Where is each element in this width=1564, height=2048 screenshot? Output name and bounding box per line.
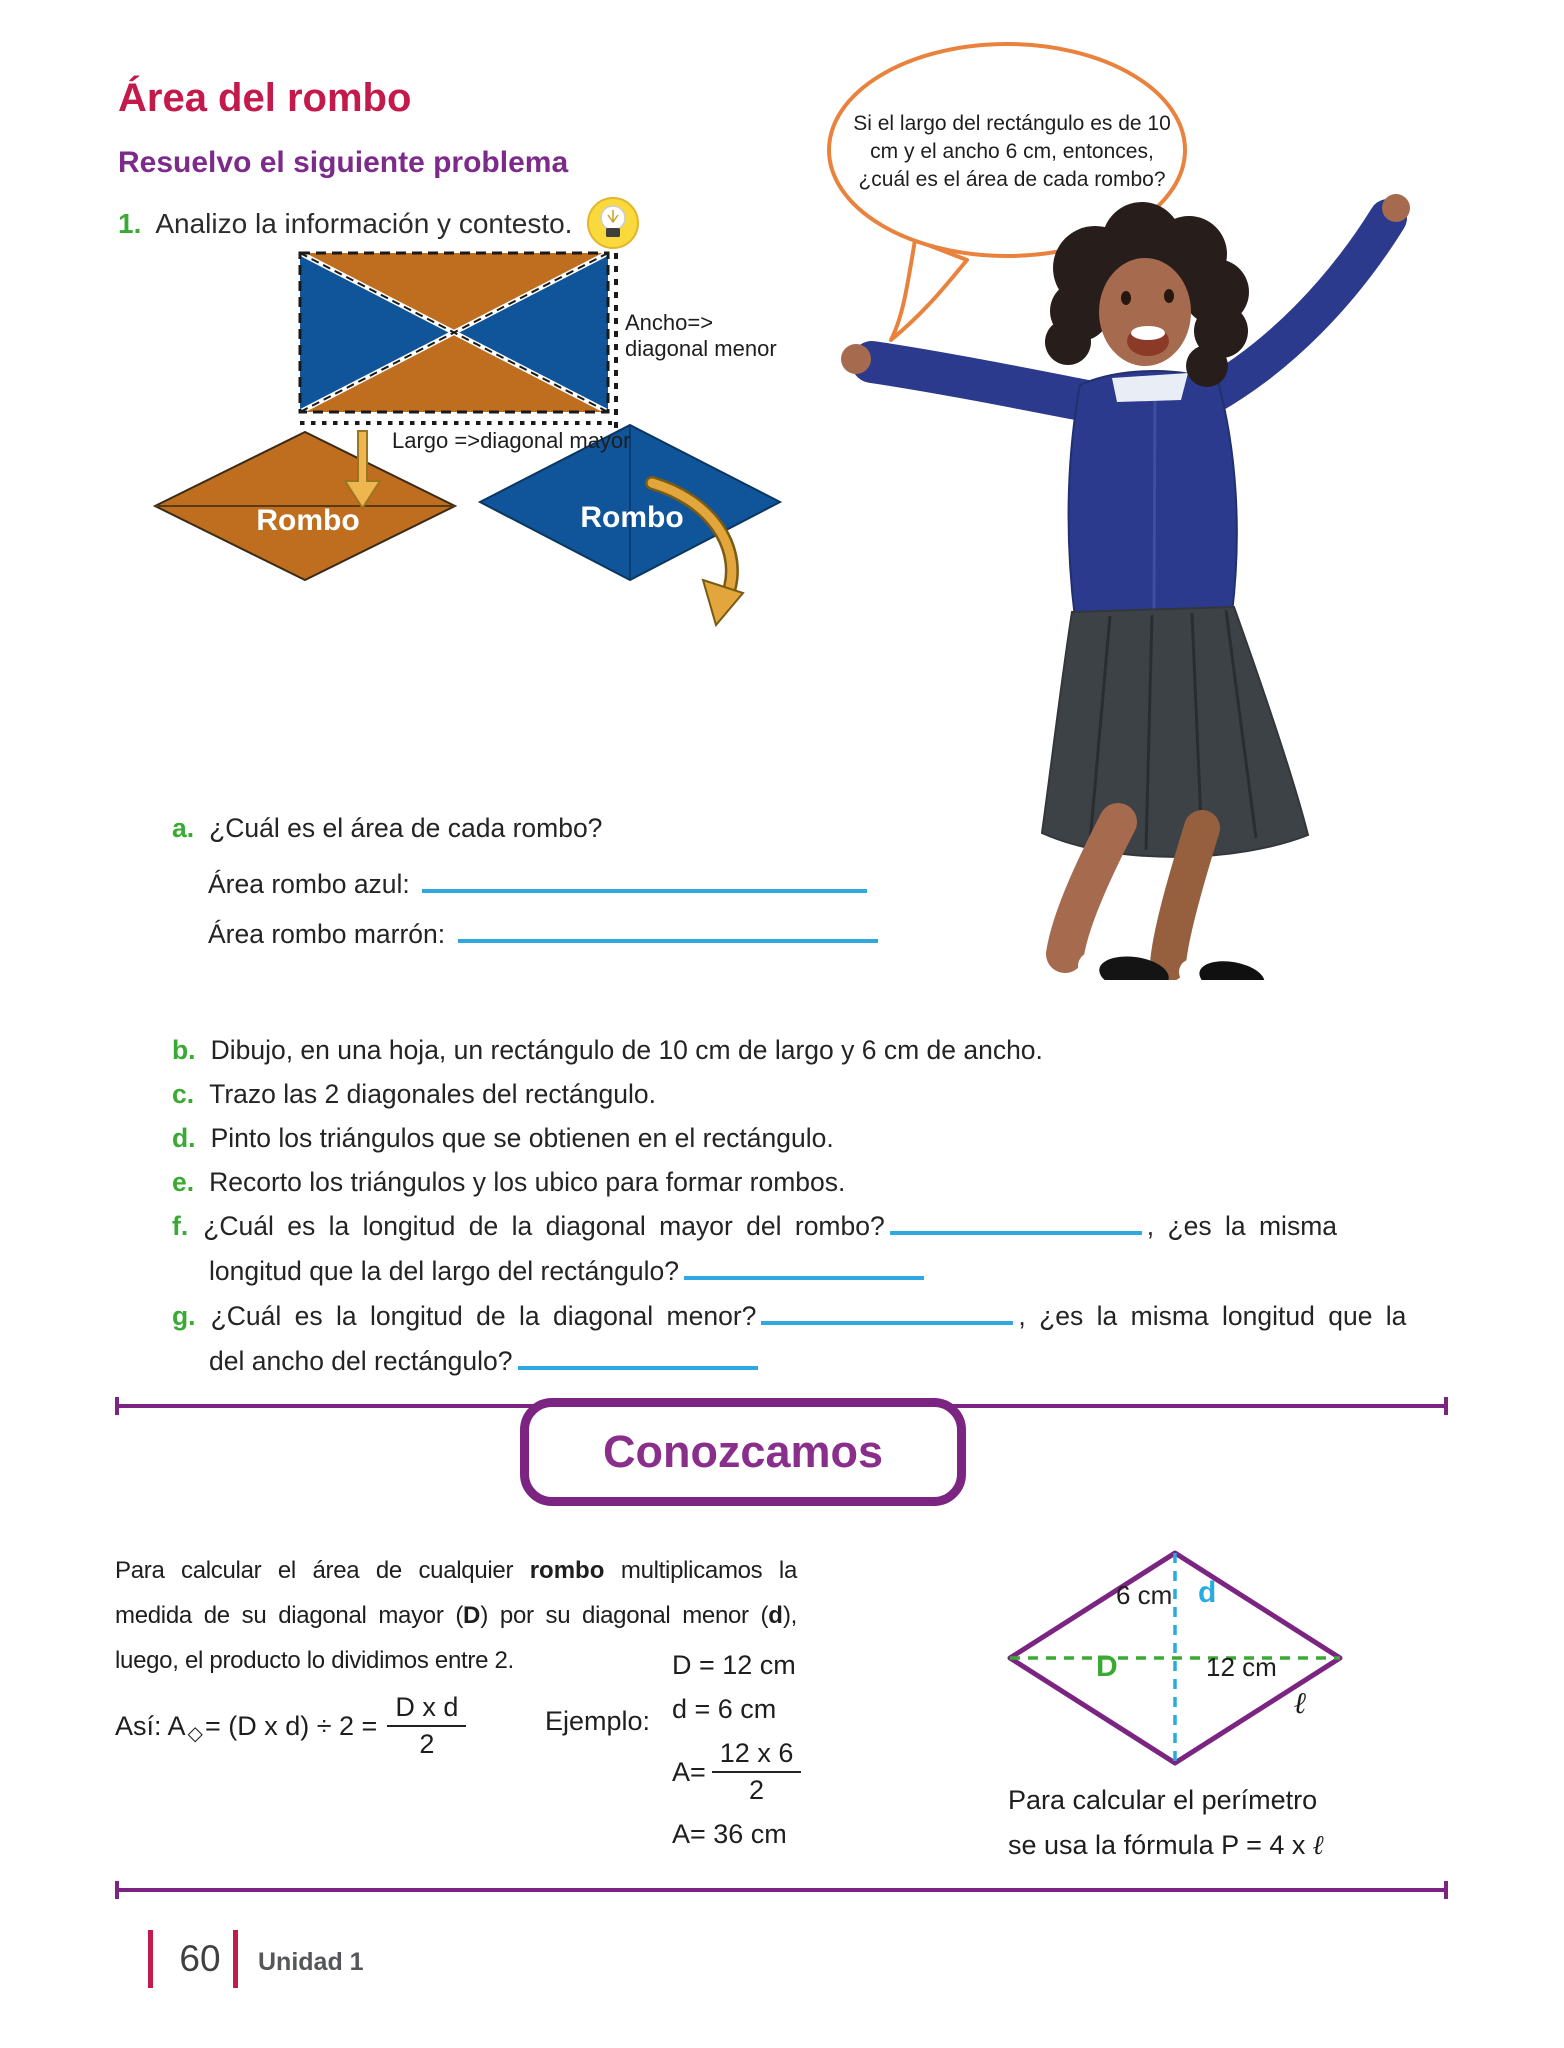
figure-ell-label: ℓ: [1294, 1686, 1307, 1721]
answer-azul-label: Área rombo azul:: [208, 869, 410, 900]
question-g-blank1[interactable]: [761, 1300, 1013, 1325]
ancho-label: Ancho=> diagonal menor: [625, 310, 777, 361]
fraction-numerator: D x d: [387, 1692, 466, 1727]
largo-label: Largo =>diagonal mayor: [392, 428, 631, 453]
fraction-denominator: 2: [419, 1729, 435, 1759]
example-column: [672, 1650, 801, 1863]
paragraph-text: ), luego, el producto lo dividimos entre 2.: [115, 1602, 797, 1674]
question-d-text: Pinto los triángulos que se obtienen en el rectángulo.: [210, 1123, 834, 1153]
answer-azul-blank[interactable]: [422, 868, 867, 893]
question-a-letter: a.: [172, 813, 195, 843]
question-f-letter: f.: [172, 1211, 189, 1241]
section-subtitle: Resuelvo el siguiente problema: [118, 146, 569, 179]
figure-12cm-label: 12 cm: [1206, 1652, 1277, 1682]
paragraph-text: ) por su diagonal menor (: [480, 1602, 769, 1629]
formula-fraction: [387, 1692, 466, 1760]
question-f-blank2[interactable]: [684, 1255, 924, 1280]
example-fraction-numerator: 12 x 6: [712, 1738, 802, 1773]
example-a-prefix: A=: [672, 1756, 706, 1787]
question-b-letter: b.: [172, 1035, 196, 1065]
perimeter-line2: se usa la fórmula P = 4 x ℓ: [1008, 1830, 1325, 1861]
question-f-text2: , ¿es la misma: [1146, 1211, 1338, 1241]
answer-marron-blank[interactable]: [458, 918, 878, 943]
lightbulb-icon: [586, 196, 640, 252]
question-e-text: Recorto los triángulos y los ubico para formar rombos.: [209, 1167, 846, 1197]
example-fraction-denominator: 2: [749, 1775, 765, 1805]
question-c-letter: c.: [172, 1079, 195, 1109]
example-label: Ejemplo:: [545, 1706, 651, 1736]
example-D: D = 12 cm: [672, 1650, 796, 1680]
girl-head: [1045, 202, 1249, 387]
paragraph-text: Para calcular el área de cualquier: [115, 1557, 530, 1584]
activity-text: Analizo la información y contesto.: [155, 208, 573, 239]
question-e-letter: e.: [172, 1167, 195, 1197]
question-b: [172, 1028, 1462, 1073]
question-g-text3: del ancho del rectángulo?: [209, 1346, 513, 1376]
figure-6cm-label: 6 cm: [1116, 1580, 1173, 1610]
question-f-blank1[interactable]: [890, 1210, 1142, 1235]
answer-marron-label: Área rombo marrón:: [208, 919, 446, 950]
figure-D-label: D: [1096, 1650, 1118, 1683]
question-e: [172, 1160, 1462, 1205]
question-f: [172, 1204, 1462, 1294]
question-g-text2: , ¿es la misma longitud que la: [1018, 1301, 1407, 1331]
activity-1: [118, 196, 640, 252]
speech-bubble-text: Si el largo del rectángulo es de 10 cm y el ancho 6 cm, entonces, ¿cuál es el área de cada rombo?: [853, 112, 1171, 191]
rectangle-with-triangles: [300, 253, 608, 412]
perimeter-line1: Para calcular el perímetro: [1008, 1785, 1318, 1815]
question-g-text1: ¿Cuál es la longitud de la diagonal menor?: [210, 1301, 757, 1331]
area-formula: [115, 1692, 466, 1760]
footer-bar-right: [233, 1930, 238, 1988]
answer-row-marron: [208, 918, 883, 950]
answer-row-azul: [208, 868, 872, 900]
cardigan-buttons: [1154, 388, 1155, 612]
activity-number: 1.: [118, 208, 142, 239]
question-g-letter: g.: [172, 1301, 196, 1331]
question-d-letter: d.: [172, 1123, 196, 1153]
perimeter-ell: ℓ: [1312, 1830, 1325, 1861]
footer-bar-left: [148, 1930, 153, 1988]
conozcamos-title: Conozcamos: [602, 1426, 884, 1477]
page-title: Área del rombo: [118, 76, 412, 120]
question-a-text: ¿Cuál es el área de cada rombo?: [209, 813, 603, 843]
page-number: 60: [179, 1938, 221, 1979]
formula-prefix: Así: A: [115, 1710, 186, 1741]
example-operation: [672, 1738, 801, 1806]
question-f-text3: longitud que la del largo del rectángulo?: [209, 1256, 679, 1286]
paragraph-text: multiplicamos la medida de su diagonal mayor (: [115, 1557, 797, 1629]
girl-collar: [1112, 373, 1188, 402]
question-c-text: Trazo las 2 diagonales del rectángulo.: [209, 1079, 656, 1109]
question-d: [172, 1116, 1462, 1161]
paragraph-bold-rombo: rombo: [529, 1557, 605, 1584]
paragraph-bold-D: D: [463, 1602, 481, 1629]
question-c: [172, 1072, 1462, 1117]
rhombus-symbol-icon: ◇: [187, 1722, 203, 1745]
perimeter-note: [1008, 1778, 1408, 1868]
unit-label: Unidad 1: [258, 1948, 364, 1976]
formula-mid: = (D x d) ÷ 2 =: [204, 1710, 378, 1741]
question-f-text1: ¿Cuál es la longitud de la diagonal mayor del rombo?: [203, 1211, 885, 1241]
question-g-blank2[interactable]: [518, 1345, 758, 1370]
example-d: d = 6 cm: [672, 1694, 777, 1724]
paragraph-bold-d: d: [768, 1602, 783, 1629]
brown-rhombus-label: Rombo: [256, 504, 360, 537]
question-g: [172, 1294, 1462, 1384]
example-fraction: [712, 1738, 802, 1806]
section-divider-bottom: [115, 1888, 1448, 1892]
example-result: A= 36 cm: [672, 1819, 787, 1849]
question-b-text: Dibujo, en una hoja, un rectángulo de 10 cm de largo y 6 cm de ancho.: [210, 1035, 1043, 1065]
figure-d-label: d: [1198, 1576, 1217, 1609]
conozcamos-box: [520, 1398, 966, 1506]
blue-rhombus-label: Rombo: [580, 501, 684, 534]
question-a: [172, 806, 1462, 851]
